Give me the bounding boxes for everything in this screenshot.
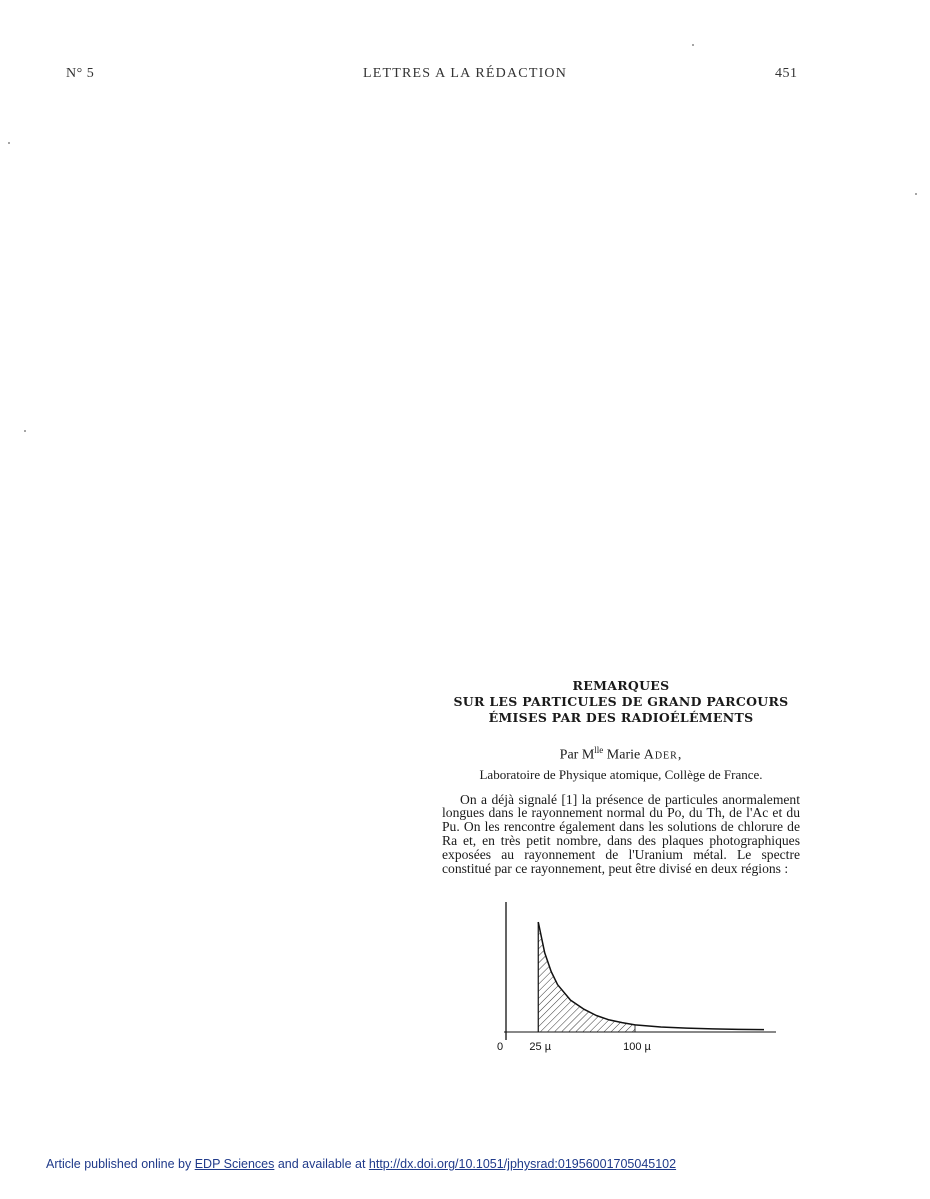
origin-label: 0 bbox=[496, 1041, 504, 1053]
scan-speck bbox=[915, 193, 917, 195]
spectrum-figure bbox=[490, 898, 770, 1068]
publication-footer bbox=[46, 1157, 676, 1171]
author-prefix: Par M bbox=[559, 747, 595, 763]
author-last-name: Ader, bbox=[643, 747, 683, 763]
publisher-link[interactable]: EDP Sciences bbox=[194, 1157, 275, 1171]
article-title-line: SUR LES PARTICULES DE GRAND PARCOURS bbox=[453, 694, 789, 709]
issue-number: N° 5 bbox=[66, 66, 95, 81]
scan-speck bbox=[692, 44, 694, 46]
article bbox=[442, 678, 800, 889]
author-title-sup: lle bbox=[594, 745, 604, 755]
spectrum-plot bbox=[490, 898, 770, 1068]
page-number: 451 bbox=[775, 66, 798, 81]
affiliation: Laboratoire de Physique atomique, Collège de France. bbox=[479, 766, 763, 782]
author-line bbox=[442, 742, 800, 764]
x-tick-label: 25 µ bbox=[529, 1041, 552, 1053]
scan-speck bbox=[8, 142, 10, 144]
scan-speck bbox=[24, 430, 26, 432]
article-title-line: REMARQUES bbox=[572, 678, 670, 693]
author-first-name: Marie bbox=[606, 747, 641, 763]
footer-prefix: Article published online by bbox=[46, 1157, 195, 1171]
hatched-area bbox=[538, 922, 635, 1032]
article-title bbox=[442, 678, 800, 726]
x-tick-label: 100 µ bbox=[623, 1041, 651, 1053]
doi-link[interactable]: http://dx.doi.org/10.1051/jphysrad:01956001705045102 bbox=[368, 1157, 677, 1171]
article-title-line: ÉMISES PAR DES RADIOÉLÉMENTS bbox=[488, 710, 754, 725]
body-paragraph: On a déjà signalé [1] la présence de particules anormalement longues dans le rayonnement normal du Po, du Th, de l'Ac et du Pu. On les rencontre également dans les solutions de chlorure de Ra et, en très petit nombre, dans des plaques photographiques exposées au rayonnement de l'Uranium métal. Le spectre constitué par ce rayonnement, peut être divisé en deux régions : bbox=[442, 791, 800, 876]
running-title: LETTRES A LA RÉDACTION bbox=[362, 66, 568, 81]
footer-middle: and available at bbox=[274, 1157, 369, 1171]
